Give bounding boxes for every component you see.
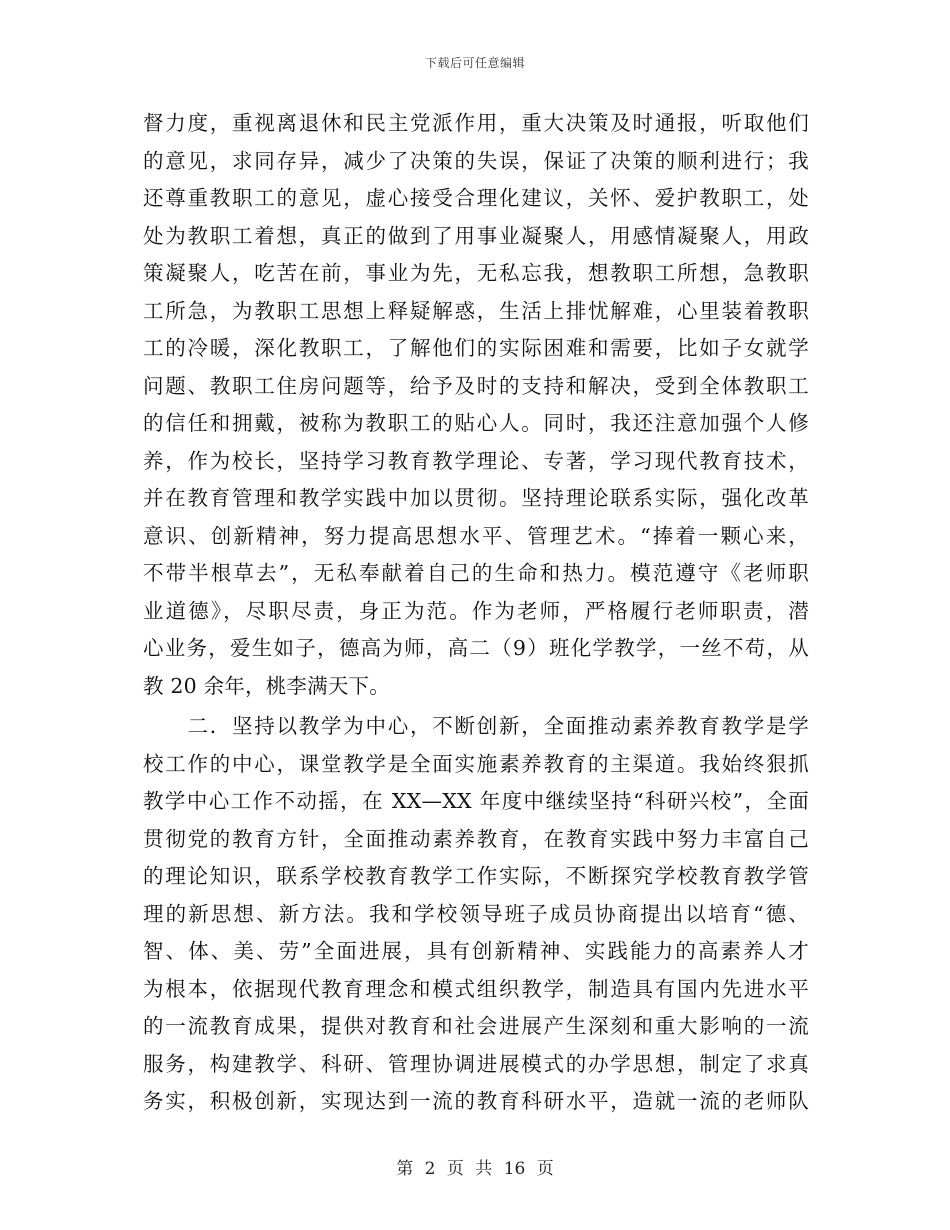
text-line: 心业务，爱生如子，德高为师，高二（9）班化学教学，一丝不苟，从: [143, 636, 809, 660]
text-line: 的一流教育成果，提供对教育和社会进展产生深刻和重大影响的一流: [143, 1014, 809, 1038]
paragraph-2: [143, 708, 809, 1121]
text-line: 工所急，为教职工思想上释疑解惑，生活上排忧解难，心里装着教职: [143, 298, 809, 323]
text-line: 并在教育管理和教学实践中加以贯彻。坚持理论联系实际，强化改革: [143, 486, 809, 510]
page-number-footer: 第 2 页 共 16 页: [396, 1159, 554, 1179]
page-header-note: 下载后可任意编辑: [424, 56, 525, 70]
paragraph-1: [143, 105, 809, 705]
text-line: 处为教职工着想，真正的做到了用事业凝聚人，用感情凝聚人，用政: [143, 223, 809, 248]
text-line: 督力度，重视离退休和民主党派作用，重大决策及时通报，听取他们: [143, 111, 809, 135]
text-line: 工的冷暖，深化教职工，了解他们的实际困难和需要，比如子女就学: [143, 336, 809, 360]
text-line: 还尊重教职工的意见，虚心接受合理化建议，关怀、爱护教职工，处: [143, 186, 809, 210]
text-line: 问题、教职工住房问题等，给予及时的支持和解决，受到全体教职工: [143, 373, 809, 398]
text-line: 的意见，求同存异，减少了决策的失误，保证了决策的顺利进行；我: [143, 148, 809, 173]
text-line: 为根本，依据现代教育理念和模式组织教学，制造具有国内先进水平: [143, 976, 809, 1001]
text-line: 二．坚持以教学为中心，不断创新，全面推动素养教育教学是学: [143, 714, 809, 738]
text-line: 理的新思想、新方法。我和学校领导班子成员协商提出以培育“德、: [143, 901, 809, 926]
text-line: 服务，构建教学、科研、管理协调进展模式的办学思想，制定了求真: [143, 1051, 809, 1076]
text-line: 策凝聚人，吃苦在前，事业为先，无私忘我，想教职工所想，急教职: [143, 261, 809, 285]
text-line: 校工作的中心，课堂教学是全面实施素养教育的主渠道。我始终狠抓: [143, 751, 809, 776]
text-line: 不带半根草去”，无私奉献着自己的生命和热力。模范遵守《老师职: [143, 561, 809, 585]
text-line: 意识、创新精神，努力提高思想水平、管理艺术。“捧着一颗心来，: [143, 523, 809, 548]
text-line: 智、体、美、劳”全面进展，具有创新精神、实践能力的高素养人才: [143, 939, 809, 963]
text-line: 的信任和拥戴，被称为教职工的贴心人。同时，我还注意加强个人修: [143, 411, 809, 435]
text-line: 养，作为校长，坚持学习教育教学理论、专著，学习现代教育技术，: [143, 448, 809, 473]
body-text: [143, 105, 809, 1121]
text-line: 业道德》，尽职尽责，身正为范。作为老师，严格履行老师职责，潜: [143, 598, 809, 623]
text-line: 教 20 余年，桃李满天下。: [143, 673, 390, 698]
text-line: 教学中心工作不动摇，在 XX—XX 年度中继续坚持“科研兴校”，全面: [143, 789, 809, 813]
text-line: 的理论知识，联系学校教育教学工作实际，不断探究学校教育教学管: [143, 864, 809, 888]
text-line: 务实，积极创新，实现达到一流的教育科研水平，造就一流的老师队: [143, 1089, 809, 1113]
text-line: 贯彻党的教育方针，全面推动素养教育，在教育实践中努力丰富自己: [143, 826, 809, 851]
